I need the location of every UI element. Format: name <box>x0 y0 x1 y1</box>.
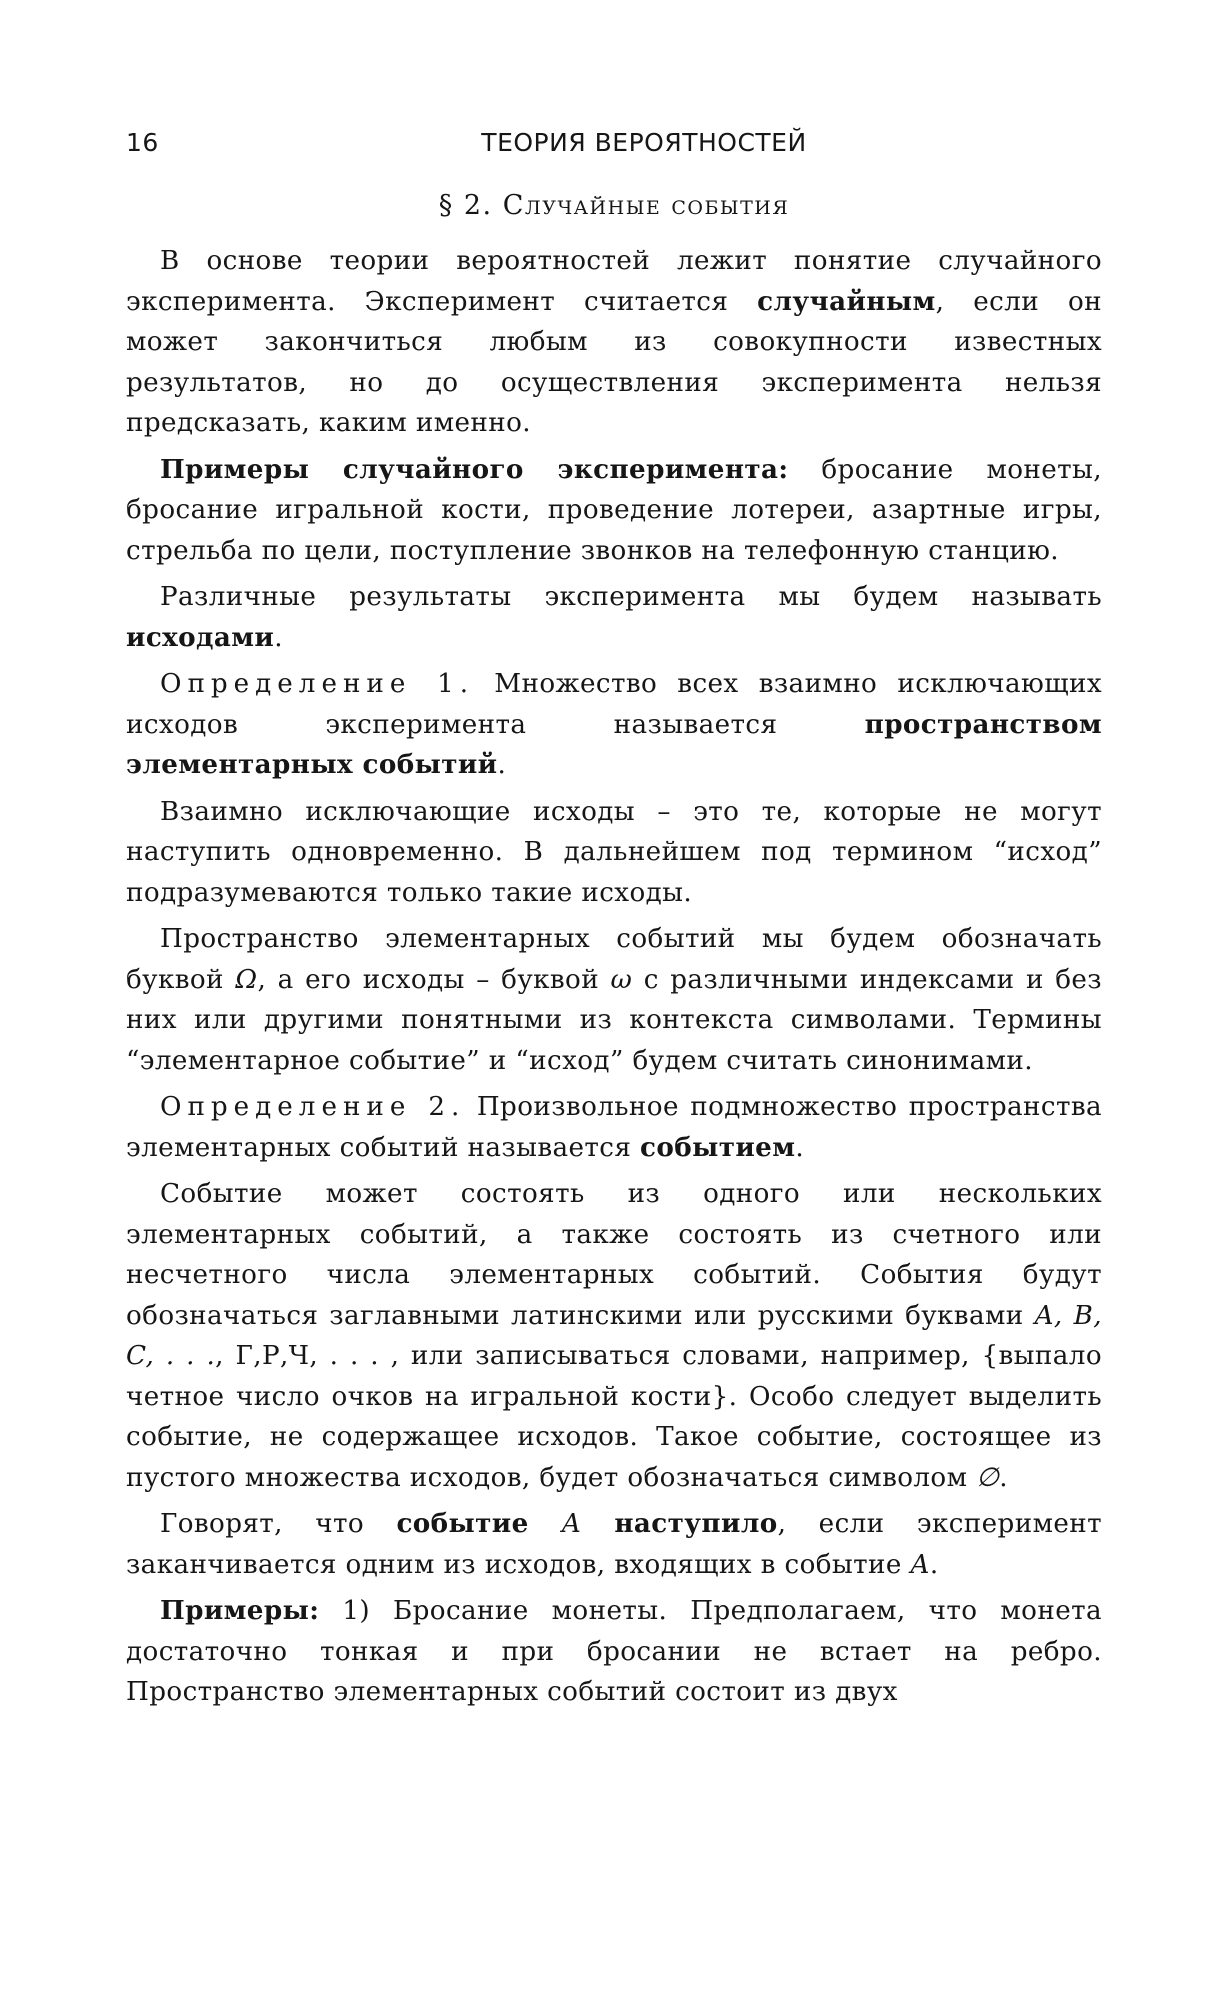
symbol-omega-capital: Ω <box>235 964 258 995</box>
text-run: Взаимно исключающие исходы – это те, которые не могут наступить одновременно. В дальнейшем под термином “исход” подразумеваются только такие исходы. <box>126 796 1102 908</box>
symbol-abc: A, B, C, . . . <box>126 1300 1102 1371</box>
term-event-occurred: событие <box>396 1508 562 1539</box>
text-run: Различные результаты эксперимента мы будем называть <box>160 582 1102 612</box>
text-run: Пространство элементарных событий мы будем обозначать буквой <box>126 924 1102 995</box>
term-outcomes: исходами <box>126 621 275 653</box>
paragraph-event-composition <box>126 1174 1102 1498</box>
text-run: Произвольное подмножество пространства элементарных событий называется <box>126 1092 1102 1163</box>
definition-label: Определение 1. <box>160 669 475 699</box>
section-title: Случайные события <box>502 190 790 221</box>
symbol-a: A <box>910 1549 930 1580</box>
text-run: . <box>795 1132 805 1163</box>
text-run: 1) Бросание монеты. Предполагаем, что монета достаточно тонкая и при бросании не встает на ребро. Пространство элементарных событий состоит из двух <box>126 1596 1102 1707</box>
text-run: с различными индексами и без них или другими понятными из контекста символами. Термины “элементарное событие” и “исход” будем считать синонимами. <box>126 964 1102 1076</box>
term-examples: Примеры: <box>160 1595 320 1626</box>
term-event-occurred: наступило <box>581 1508 778 1539</box>
paragraph-examples <box>126 1591 1102 1713</box>
paragraph-notation <box>126 919 1102 1081</box>
symbol-empty-set: ∅ <box>976 1462 1000 1493</box>
term-examples-experiment: Примеры случайного эксперимента: <box>160 453 789 485</box>
book-page <box>126 118 1102 1958</box>
paragraph-mutually-exclusive <box>126 792 1102 914</box>
symbol-a: A <box>561 1509 582 1539</box>
term-sample-space: пространством элементарных событий <box>126 708 1102 780</box>
text-run: , Г,Р,Ч, . . . , или записываться словами, например, {выпало четное число очков на игральной кости}. Особо следует выделить событие, не содержащее исходов. Такое событие, состоящее из пустого множества исходов, будет обозначаться символом <box>126 1341 1102 1493</box>
section-number: § 2. <box>438 190 493 221</box>
text-run: Множество всех взаимно исключающих исходов эксперимента называется <box>126 669 1102 740</box>
text-run: бросание монеты, бросание игральной кости, проведение лотереи, азартные игры, стрельба по цели, поступление звонков на телефонную станцию. <box>126 454 1103 566</box>
text-run: , а его исходы – буквой <box>257 964 611 995</box>
running-head <box>126 118 1102 166</box>
paragraph-event-occurred <box>126 1504 1102 1585</box>
definition-1 <box>126 664 1102 786</box>
text-run: , если эксперимент заканчивается одним из исходов, входящих в событие <box>126 1509 1102 1580</box>
paragraph-random-experiment <box>126 241 1102 444</box>
text-run: . <box>274 622 283 653</box>
definition-label: Определение 2. <box>160 1092 466 1122</box>
paragraph-outcomes <box>126 577 1102 658</box>
text-run: . <box>497 750 507 780</box>
text-run: Событие может состоять из одного или нескольких элементарных событий, а также состоять из счетного или несчетного числа элементарных событий. События будут обозначаться заглавными латинскими или русскими буквами <box>126 1179 1102 1331</box>
paragraph-examples-experiment <box>126 450 1102 572</box>
text-run: . <box>999 1462 1009 1493</box>
text-run: , если он может закончиться любым из совокупности известных результатов, но до осуществления эксперимента нельзя предсказать, каким именно. <box>126 286 1102 438</box>
page-number: 16 <box>126 128 159 157</box>
section-heading <box>126 190 1102 221</box>
term-random: случайным <box>757 285 936 317</box>
text-run: . <box>929 1549 939 1580</box>
running-title: ТЕОРИЯ ВЕРОЯТНОСТЕЙ <box>481 128 807 157</box>
term-event: событием <box>639 1131 796 1163</box>
definition-2 <box>126 1087 1102 1168</box>
text-run: Говорят, что <box>160 1509 397 1539</box>
symbol-omega: ω <box>610 964 633 995</box>
text-run: В основе теории вероятностей лежит понятие случайного эксперимента. Эксперимент считается <box>126 246 1102 317</box>
